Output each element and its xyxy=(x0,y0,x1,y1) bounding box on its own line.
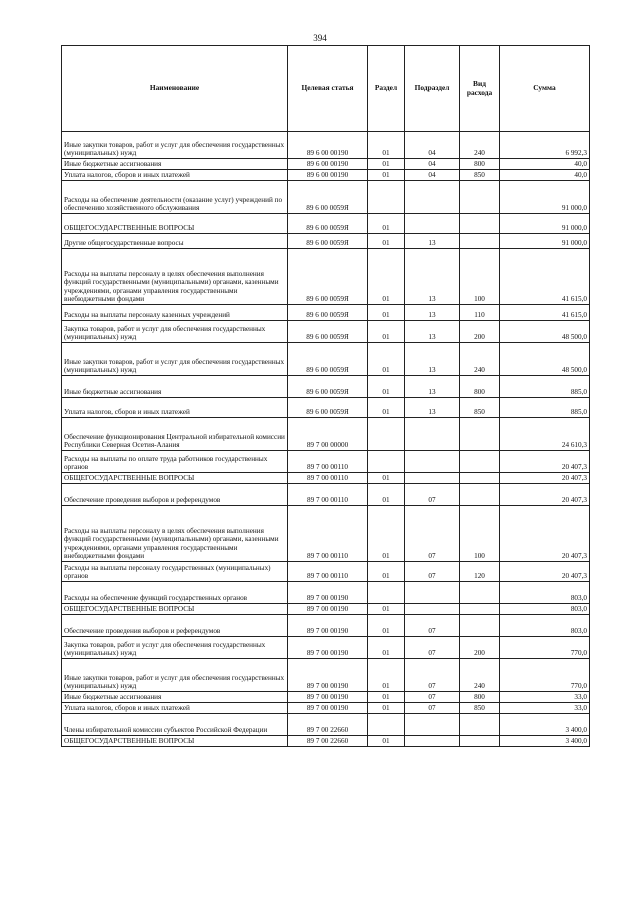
header-subsection: Подраздел xyxy=(405,46,460,132)
cell-subsection xyxy=(405,604,460,615)
cell-name: Иные закупки товаров, работ и услуг для обеспечения государственных (муниципальных) нужд xyxy=(62,343,288,376)
cell-target: 89 7 00 00190 xyxy=(288,703,368,714)
cell-subsection: 13 xyxy=(405,398,460,418)
cell-sum: 6 992,3 xyxy=(500,132,590,159)
cell-name: Иные бюджетные ассигнования xyxy=(62,376,288,398)
cell-subsection xyxy=(405,582,460,604)
cell-target: 89 7 00 22660 xyxy=(288,714,368,736)
cell-name: ОБЩЕГОСУДАРСТВЕННЫЕ ВОПРОСЫ xyxy=(62,214,288,234)
cell-section: 01 xyxy=(368,692,405,703)
table-row xyxy=(62,170,590,181)
cell-name: Другие общегосударственные вопросы xyxy=(62,234,288,249)
cell-sum: 3 400,0 xyxy=(500,736,590,747)
cell-target: 89 7 00 00110 xyxy=(288,451,368,473)
table-row xyxy=(62,451,590,473)
cell-section: 01 xyxy=(368,132,405,159)
cell-section: 01 xyxy=(368,615,405,637)
cell-type: 240 xyxy=(460,343,500,376)
cell-sum: 41 615,0 xyxy=(500,305,590,321)
table-row xyxy=(62,343,590,376)
header-sum: Сумма xyxy=(500,46,590,132)
cell-section: 01 xyxy=(368,376,405,398)
cell-section xyxy=(368,418,405,451)
cell-target: 89 7 00 00000 xyxy=(288,418,368,451)
cell-subsection: 07 xyxy=(405,637,460,659)
cell-name: Иные закупки товаров, работ и услуг для обеспечения государственных (муниципальных) нужд xyxy=(62,659,288,692)
cell-name: Уплата налогов, сборов и иных платежей xyxy=(62,703,288,714)
cell-target: 89 6 00 00190 xyxy=(288,159,368,170)
cell-target: 89 7 00 00190 xyxy=(288,615,368,637)
budget-table xyxy=(61,45,590,747)
cell-target: 89 7 00 00190 xyxy=(288,637,368,659)
cell-target: 89 7 00 00110 xyxy=(288,562,368,582)
cell-sum: 41 615,0 xyxy=(500,249,590,305)
cell-type xyxy=(460,582,500,604)
cell-type xyxy=(460,451,500,473)
cell-sum: 48 500,0 xyxy=(500,343,590,376)
table-row xyxy=(62,484,590,506)
cell-type: 200 xyxy=(460,321,500,343)
cell-name: Уплата налогов, сборов и иных платежей xyxy=(62,398,288,418)
header-type: Вид расхода xyxy=(460,46,500,132)
cell-section: 01 xyxy=(368,398,405,418)
cell-subsection: 13 xyxy=(405,234,460,249)
table-row xyxy=(62,305,590,321)
cell-name: Закупка товаров, работ и услуг для обеспечения государственных (муниципальных) нужд xyxy=(62,637,288,659)
cell-sum: 770,0 xyxy=(500,637,590,659)
cell-type: 800 xyxy=(460,159,500,170)
cell-name: Закупка товаров, работ и услуг для обеспечения государственных (муниципальных) нужд xyxy=(62,321,288,343)
table-row xyxy=(62,418,590,451)
cell-sum: 3 400,0 xyxy=(500,714,590,736)
cell-sum: 91 000,0 xyxy=(500,234,590,249)
cell-name: Иные закупки товаров, работ и услуг для обеспечения государственных (муниципальных) нужд xyxy=(62,132,288,159)
table-row xyxy=(62,398,590,418)
cell-sum: 91 000,0 xyxy=(500,181,590,214)
table-row xyxy=(62,582,590,604)
header-name: Наименование xyxy=(62,46,288,132)
cell-name: ОБЩЕГОСУДАРСТВЕННЫЕ ВОПРОСЫ xyxy=(62,604,288,615)
table-row xyxy=(62,181,590,214)
cell-name: Обеспечение функционирования Центральной избирательной комиссии Республики Северная Осетия-Алания xyxy=(62,418,288,451)
cell-type: 240 xyxy=(460,659,500,692)
cell-target: 89 7 00 22660 xyxy=(288,736,368,747)
cell-subsection: 13 xyxy=(405,376,460,398)
cell-section xyxy=(368,714,405,736)
table-row xyxy=(62,637,590,659)
cell-section: 01 xyxy=(368,473,405,484)
cell-sum: 40,0 xyxy=(500,159,590,170)
cell-target: 89 7 00 00110 xyxy=(288,506,368,562)
cell-section: 01 xyxy=(368,506,405,562)
table-row xyxy=(62,604,590,615)
table-row xyxy=(62,703,590,714)
table-row xyxy=(62,214,590,234)
cell-subsection xyxy=(405,714,460,736)
table-row xyxy=(62,562,590,582)
cell-target: 89 6 00 0059Я xyxy=(288,376,368,398)
cell-type: 850 xyxy=(460,170,500,181)
cell-subsection xyxy=(405,736,460,747)
cell-target: 89 6 00 0059Я xyxy=(288,234,368,249)
table-row xyxy=(62,321,590,343)
cell-sum: 20 407,3 xyxy=(500,473,590,484)
cell-name: Расходы на выплаты персоналу в целях обеспечения выполнения функций государственными (муниципальными) органами, казенными учреждениями, органами управления государственными внебюджетными фондами xyxy=(62,506,288,562)
cell-type xyxy=(460,181,500,214)
cell-section: 01 xyxy=(368,305,405,321)
cell-type xyxy=(460,484,500,506)
cell-type: 240 xyxy=(460,132,500,159)
cell-sum: 20 407,3 xyxy=(500,451,590,473)
cell-section xyxy=(368,582,405,604)
page-number: 394 xyxy=(313,33,327,43)
cell-subsection: 07 xyxy=(405,484,460,506)
cell-type: 850 xyxy=(460,703,500,714)
cell-section: 01 xyxy=(368,234,405,249)
cell-target: 89 7 00 00190 xyxy=(288,604,368,615)
cell-sum: 40,0 xyxy=(500,170,590,181)
header-section: Раздел xyxy=(368,46,405,132)
cell-subsection: 13 xyxy=(405,321,460,343)
table-row xyxy=(62,736,590,747)
cell-sum: 803,0 xyxy=(500,582,590,604)
cell-sum: 33,0 xyxy=(500,703,590,714)
cell-type xyxy=(460,604,500,615)
cell-subsection: 07 xyxy=(405,659,460,692)
cell-type: 110 xyxy=(460,305,500,321)
cell-subsection: 13 xyxy=(405,249,460,305)
cell-type xyxy=(460,473,500,484)
cell-subsection xyxy=(405,451,460,473)
cell-subsection: 13 xyxy=(405,343,460,376)
cell-section: 01 xyxy=(368,214,405,234)
cell-sum: 770,0 xyxy=(500,659,590,692)
cell-sum: 24 610,3 xyxy=(500,418,590,451)
cell-subsection: 04 xyxy=(405,159,460,170)
cell-name: Расходы на выплаты персоналу в целях обеспечения выполнения функций государственными (муниципальными) органами, казенными учреждениями, органами управления государственными внебюджетными фондами xyxy=(62,249,288,305)
cell-section: 01 xyxy=(368,249,405,305)
cell-subsection: 07 xyxy=(405,692,460,703)
cell-subsection: 07 xyxy=(405,703,460,714)
cell-target: 89 6 00 0059Я xyxy=(288,214,368,234)
cell-type: 200 xyxy=(460,637,500,659)
table-row xyxy=(62,376,590,398)
cell-name: Уплата налогов, сборов и иных платежей xyxy=(62,170,288,181)
cell-target: 89 6 00 0059Я xyxy=(288,249,368,305)
table-row xyxy=(62,132,590,159)
cell-section: 01 xyxy=(368,736,405,747)
cell-subsection: 07 xyxy=(405,562,460,582)
table-row xyxy=(62,506,590,562)
cell-target: 89 7 00 00110 xyxy=(288,484,368,506)
cell-name: Обеспечение проведения выборов и референдумов xyxy=(62,615,288,637)
cell-sum: 33,0 xyxy=(500,692,590,703)
cell-type xyxy=(460,418,500,451)
cell-target: 89 7 00 00110 xyxy=(288,473,368,484)
cell-section: 01 xyxy=(368,659,405,692)
cell-name: ОБЩЕГОСУДАРСТВЕННЫЕ ВОПРОСЫ xyxy=(62,736,288,747)
cell-target: 89 7 00 00190 xyxy=(288,692,368,703)
cell-section xyxy=(368,451,405,473)
cell-target: 89 6 00 00190 xyxy=(288,170,368,181)
cell-name: Расходы на выплаты персоналу государственных (муниципальных) органов xyxy=(62,562,288,582)
cell-target: 89 6 00 0059Я xyxy=(288,305,368,321)
cell-type: 120 xyxy=(460,562,500,582)
cell-type xyxy=(460,615,500,637)
cell-subsection: 04 xyxy=(405,170,460,181)
cell-section xyxy=(368,181,405,214)
cell-name: Расходы на обеспечение функций государственных органов xyxy=(62,582,288,604)
cell-sum: 48 500,0 xyxy=(500,321,590,343)
table-row xyxy=(62,714,590,736)
cell-subsection: 13 xyxy=(405,305,460,321)
cell-name: Иные бюджетные ассигнования xyxy=(62,159,288,170)
cell-type: 100 xyxy=(460,249,500,305)
header-target: Целевая статья xyxy=(288,46,368,132)
cell-subsection xyxy=(405,473,460,484)
cell-sum: 885,0 xyxy=(500,376,590,398)
cell-type xyxy=(460,736,500,747)
cell-target: 89 7 00 00190 xyxy=(288,582,368,604)
cell-subsection xyxy=(405,418,460,451)
table-header-row xyxy=(62,46,590,132)
cell-type xyxy=(460,234,500,249)
cell-section: 01 xyxy=(368,170,405,181)
cell-section: 01 xyxy=(368,604,405,615)
cell-target: 89 6 00 00190 xyxy=(288,132,368,159)
cell-subsection xyxy=(405,181,460,214)
cell-name: Члены избирательной комиссии субъектов Российской Федерации xyxy=(62,714,288,736)
cell-sum: 803,0 xyxy=(500,615,590,637)
cell-section: 01 xyxy=(368,637,405,659)
cell-section: 01 xyxy=(368,321,405,343)
cell-section: 01 xyxy=(368,343,405,376)
cell-sum: 20 407,3 xyxy=(500,506,590,562)
cell-target: 89 7 00 00190 xyxy=(288,659,368,692)
cell-sum: 91 000,0 xyxy=(500,214,590,234)
table-row xyxy=(62,159,590,170)
cell-sum: 20 407,3 xyxy=(500,484,590,506)
cell-sum: 885,0 xyxy=(500,398,590,418)
cell-type: 800 xyxy=(460,376,500,398)
cell-section: 01 xyxy=(368,159,405,170)
cell-subsection: 04 xyxy=(405,132,460,159)
table-row xyxy=(62,249,590,305)
cell-type: 850 xyxy=(460,398,500,418)
cell-sum: 20 407,3 xyxy=(500,562,590,582)
cell-name: Обеспечение проведения выборов и референдумов xyxy=(62,484,288,506)
cell-section: 01 xyxy=(368,562,405,582)
cell-name: Расходы на обеспечение деятельности (оказание услуг) учреждений по обеспечению хозяйственного обслуживания xyxy=(62,181,288,214)
cell-type: 800 xyxy=(460,692,500,703)
cell-sum: 803,0 xyxy=(500,604,590,615)
cell-target: 89 6 00 0059Я xyxy=(288,321,368,343)
table-row xyxy=(62,615,590,637)
table-row xyxy=(62,692,590,703)
cell-type xyxy=(460,214,500,234)
table-row xyxy=(62,234,590,249)
cell-subsection: 07 xyxy=(405,506,460,562)
table-row xyxy=(62,473,590,484)
cell-target: 89 6 00 0059Я xyxy=(288,181,368,214)
cell-type xyxy=(460,714,500,736)
cell-subsection: 07 xyxy=(405,615,460,637)
cell-type: 100 xyxy=(460,506,500,562)
cell-section: 01 xyxy=(368,484,405,506)
cell-target: 89 6 00 0059Я xyxy=(288,398,368,418)
cell-subsection xyxy=(405,214,460,234)
cell-name: Расходы на выплаты по оплате труда работников государственных органов xyxy=(62,451,288,473)
table-row xyxy=(62,659,590,692)
cell-name: Расходы на выплаты персоналу казенных учреждений xyxy=(62,305,288,321)
cell-name: Иные бюджетные ассигнования xyxy=(62,692,288,703)
cell-target: 89 6 00 0059Я xyxy=(288,343,368,376)
cell-name: ОБЩЕГОСУДАРСТВЕННЫЕ ВОПРОСЫ xyxy=(62,473,288,484)
cell-section: 01 xyxy=(368,703,405,714)
